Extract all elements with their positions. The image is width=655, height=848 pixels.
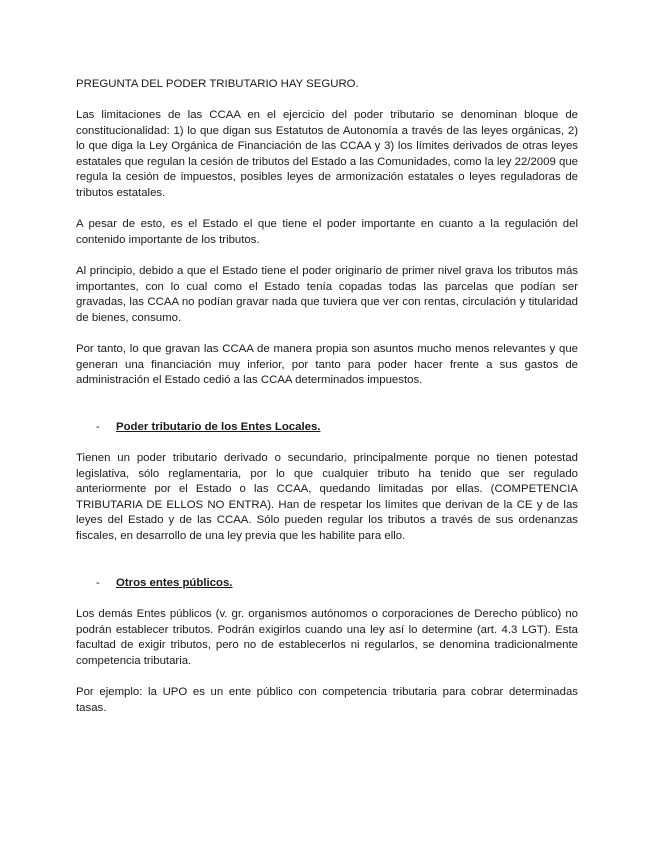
paragraph-otros-entes: Los demás Entes públicos (v. gr. organismos autónomos o corporaciones de Derecho público) no podrán establecer tributos. Podrán exigirlos cuando una ley así lo determine (art. 4.3 LGT). Esta facultad de exigir tributos, pero no de establecerlos ni regularlos, se denomina tradicionalmente competencia tributaria. bbox=[76, 608, 578, 667]
section-heading-entes-locales: Poder tributario de los Entes Locales. bbox=[116, 421, 321, 433]
section-heading-otros-entes: Otros entes públicos. bbox=[116, 577, 233, 589]
list-bullet: - bbox=[96, 421, 100, 433]
list-bullet: - bbox=[96, 577, 100, 589]
paragraph-por-tanto: Por tanto, lo que gravan las CCAA de manera propia son asuntos mucho menos relevantes y que generan una financiación muy inferior, por tanto para poder hacer frente a sus gastos de administración el Estado cedió a las CCAA determinados impuestos. bbox=[76, 343, 578, 387]
paragraph-bloque-constitucionalidad: Las limitaciones de las CCAA en el ejercicio del poder tributario se denominan bloque de constitucionalidad: 1) lo que digan sus Estatutos de Autonomía a través de las leyes orgánicas, 2) lo que diga la Ley Orgánica de Financiación de las CCAA y 3) los límites derivados de otras leyes estatales que regulan la cesión de tributos del Estado a las Comunidades, como la ley 22/2009 que regula la cesión de impuestos, posibles leyes de armonización estatales o leyes reguladoras de tributos estatales. bbox=[76, 109, 578, 199]
paragraph-ejemplo-upo: Por ejemplo: la UPO es un ente público con competencia tributaria para cobrar determinadas tasas. bbox=[76, 686, 578, 714]
paragraph-entes-locales: Tienen un poder tributario derivado o secundario, principalmente porque no tienen potestad legislativa, sólo reglamentaria, por lo que cualquier tributo ha tenido que ser regulado anteriormente por el Estado o las CCAA, quedando limitadas por ellas. (COMPETENCIA TRIBUTARIA DE ELLOS NO ENTRA). Han de respetar los límites que derivan de la CE y de las leyes del Estado y de las CCAA. Sólo pueden regular los tributos a través de sus ordenanzas fiscales, en desarrollo de una ley previa que les habilite para ello. bbox=[76, 452, 578, 542]
paragraph-al-principio: Al principio, debido a que el Estado tiene el poder originario de primer nivel grava los tributos más importantes, con lo cual como el Estado tenía copadas todas las parcelas que podían ser gravadas, las CCAA no podían gravar nada que tuviera que ver con rentas, circulación y titularidad de bienes, consumo. bbox=[76, 265, 578, 324]
document-title: PREGUNTA DEL PODER TRIBUTARIO HAY SEGURO. bbox=[76, 78, 359, 90]
paragraph-poder-estado: A pesar de esto, es el Estado el que tiene el poder importante en cuanto a la regulación del contenido importante de los tributos. bbox=[76, 218, 578, 246]
